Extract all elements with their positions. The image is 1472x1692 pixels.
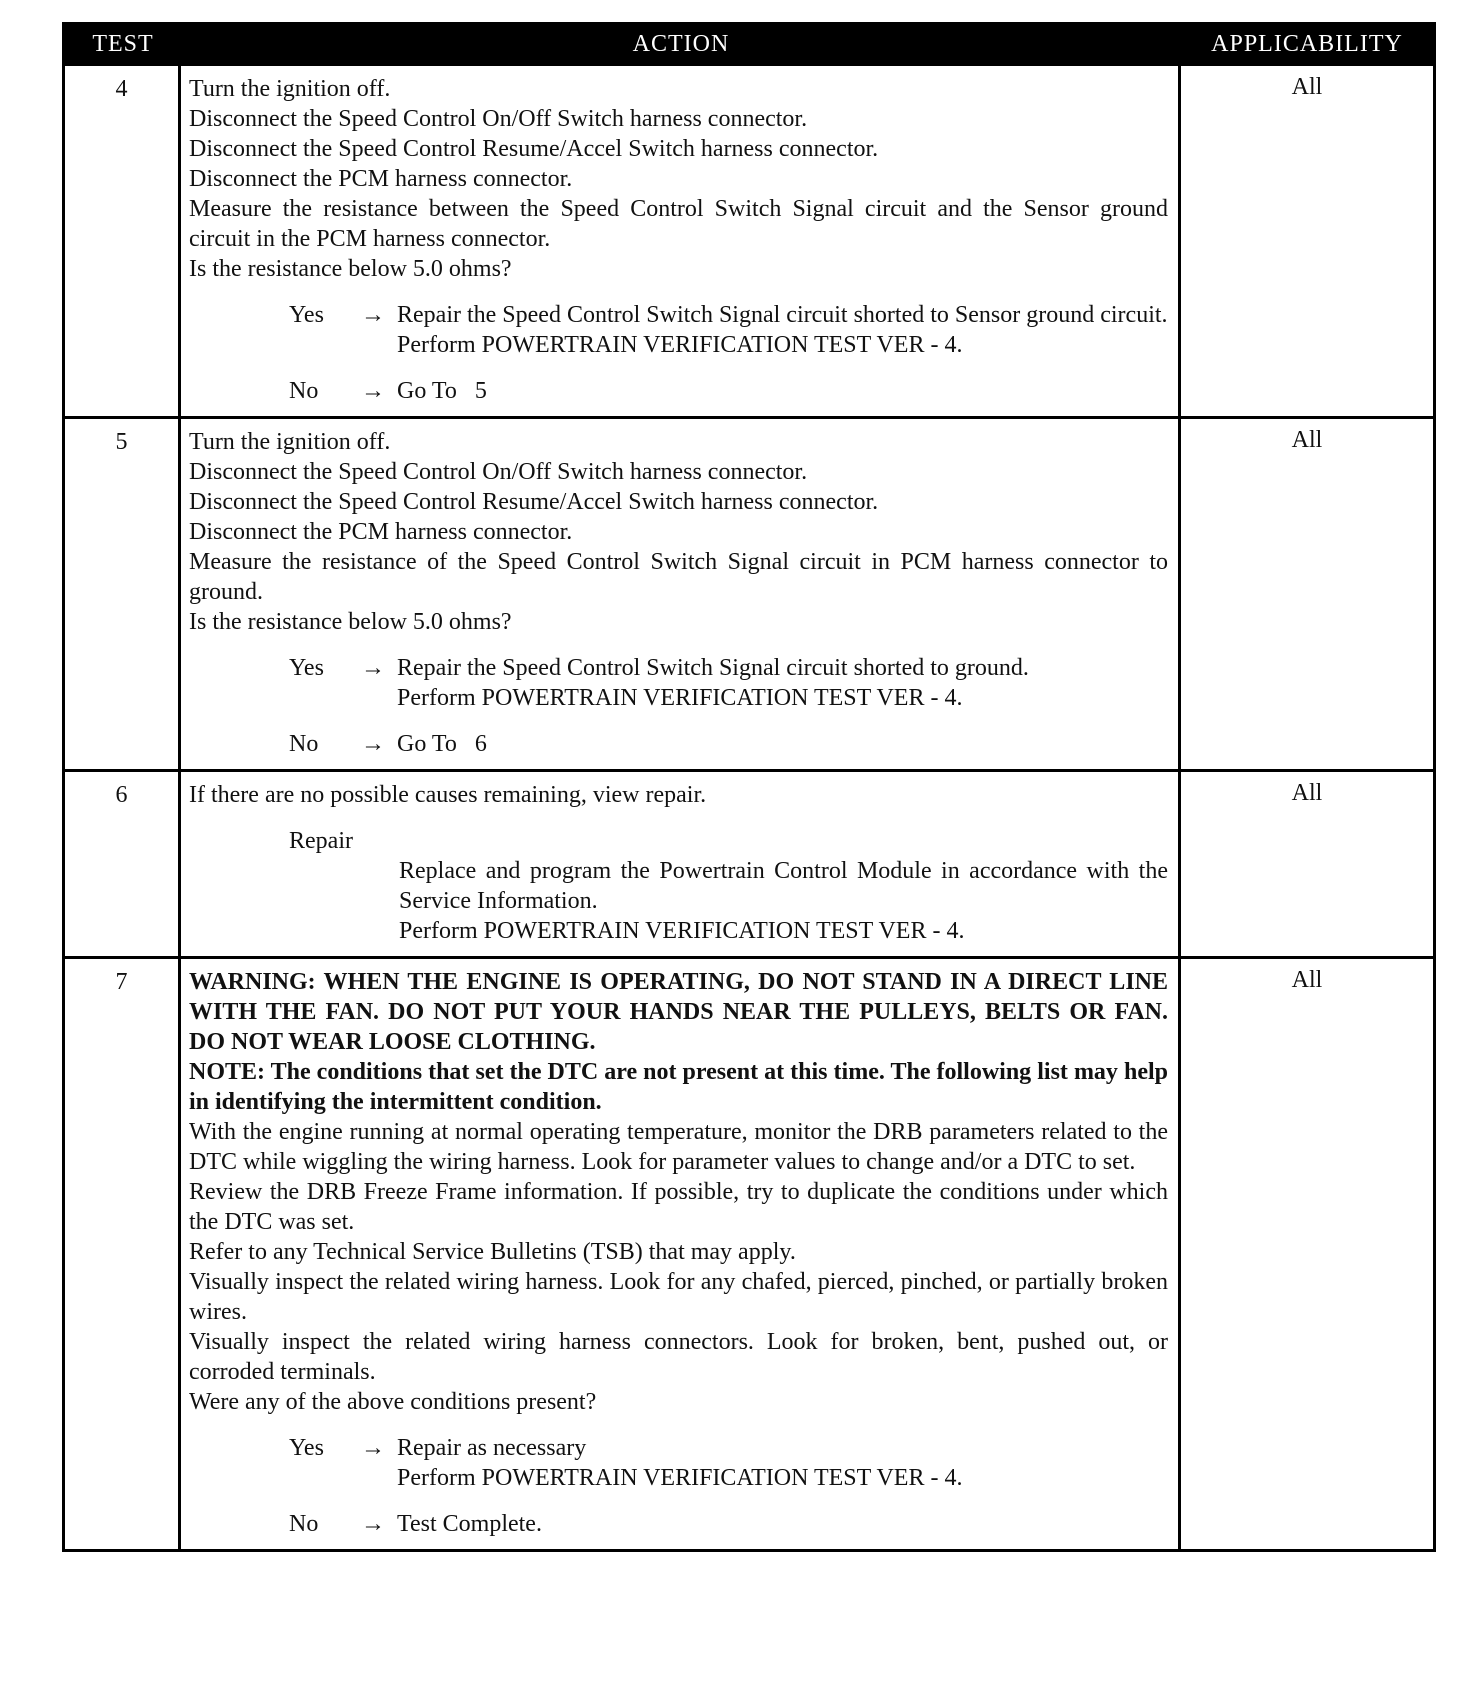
table-header xyxy=(65,25,1433,63)
action-line: Measure the resistance between the Speed Control Switch Signal circuit and the Sensor ground circuit in the PCM harness connector. xyxy=(189,196,1168,252)
repair-label: Repair xyxy=(289,828,353,854)
arrow-icon: → xyxy=(361,302,385,328)
action-line: Disconnect the Speed Control Resume/Accel Switch harness connector. xyxy=(189,489,879,515)
yes-text: Repair the Speed Control Switch Signal circuit shorted to ground. xyxy=(397,655,1029,681)
arrow-icon: → xyxy=(361,731,385,757)
repair-text: Replace and program the Powertrain Control Module in accordance with the Service Information. xyxy=(399,858,1168,914)
test-number: 4 xyxy=(65,66,181,416)
yes-text: Perform POWERTRAIN VERIFICATION TEST VER - 4. xyxy=(397,1465,963,1491)
no-label: No xyxy=(289,731,319,757)
action-line: Disconnect the Speed Control On/Off Switch harness connector. xyxy=(189,459,808,485)
no-label: No xyxy=(289,1511,319,1537)
yes-label: Yes xyxy=(289,302,324,328)
action-line: Disconnect the PCM harness connector. xyxy=(189,519,573,545)
test-number: 7 xyxy=(65,959,181,1549)
no-text: Go To 5 xyxy=(397,378,487,404)
action-line: Turn the ignition off. xyxy=(189,76,391,102)
action-line: Visually inspect the related wiring harness connectors. Look for broken, bent, pushed out, or corroded terminals. xyxy=(189,1329,1168,1385)
action-line: If there are no possible causes remaining, view repair. xyxy=(189,782,707,808)
action-line: Review the DRB Freeze Frame information. If possible, try to duplicate the conditions under which the DTC was set. xyxy=(189,1179,1168,1235)
no-text: Test Complete. xyxy=(397,1511,542,1537)
action-line: Turn the ignition off. xyxy=(189,429,391,455)
yes-text: Repair the Speed Control Switch Signal circuit shorted to Sensor ground circuit. xyxy=(397,302,1168,328)
header-action: ACTION xyxy=(632,30,730,57)
yes-text: Perform POWERTRAIN VERIFICATION TEST VER - 4. xyxy=(397,685,963,711)
applicability-value: All xyxy=(1291,780,1323,806)
arrow-icon: → xyxy=(361,655,385,681)
arrow-icon: → xyxy=(361,378,385,404)
header-test: TEST xyxy=(92,30,154,57)
yes-branch xyxy=(189,653,1168,713)
action-line: Visually inspect the related wiring harness. Look for any chafed, pierced, pinched, or partially broken wires. xyxy=(189,1269,1168,1325)
test-number: 5 xyxy=(65,419,181,769)
action-line: Disconnect the Speed Control Resume/Accel Switch harness connector. xyxy=(189,136,879,162)
yes-text: Repair as necessary xyxy=(397,1435,587,1461)
action-cell xyxy=(181,419,1181,769)
yes-branch xyxy=(189,1433,1168,1493)
no-branch xyxy=(189,729,1168,759)
no-branch xyxy=(189,1509,1168,1539)
test-number: 6 xyxy=(65,772,181,956)
action-cell xyxy=(181,959,1181,1549)
action-line: Disconnect the PCM harness connector. xyxy=(189,166,573,192)
action-cell xyxy=(181,772,1181,956)
applicability-value: All xyxy=(1291,967,1323,993)
no-text: Go To 6 xyxy=(397,731,487,757)
action-line: Disconnect the Speed Control On/Off Switch harness connector. xyxy=(189,106,808,132)
arrow-icon: → xyxy=(361,1435,385,1461)
repair-text: Perform POWERTRAIN VERIFICATION TEST VER - 4. xyxy=(399,918,965,944)
yes-label: Yes xyxy=(289,655,324,681)
table-row xyxy=(65,956,1433,1549)
table-row xyxy=(65,63,1433,416)
applicability-value: All xyxy=(1291,427,1323,453)
yes-text: Perform POWERTRAIN VERIFICATION TEST VER - 4. xyxy=(397,332,963,358)
action-line: Measure the resistance of the Speed Control Switch Signal circuit in PCM harness connector to ground. xyxy=(189,549,1168,605)
action-line: Is the resistance below 5.0 ohms? xyxy=(189,609,512,635)
table-row xyxy=(65,416,1433,769)
repair-body xyxy=(399,856,1168,946)
yes-branch xyxy=(189,300,1168,360)
action-line: Refer to any Technical Service Bulletins (TSB) that may apply. xyxy=(189,1239,796,1265)
action-line: With the engine running at normal operating temperature, monitor the DRB parameters related to the DTC while wiggling the wiring harness. Look for parameter values to change and/or a DTC to set. xyxy=(189,1119,1168,1175)
header-applicability: APPLICABILITY xyxy=(1211,30,1403,57)
diagnostic-table xyxy=(62,22,1436,1552)
arrow-icon: → xyxy=(361,1511,385,1537)
no-branch xyxy=(189,376,1168,406)
note-text: NOTE: The conditions that set the DTC are not present at this time. The following list may help in identifying the intermittent condition. xyxy=(189,1059,1168,1115)
yes-label: Yes xyxy=(289,1435,324,1461)
action-cell xyxy=(181,66,1181,416)
applicability-value: All xyxy=(1291,74,1323,100)
table-row xyxy=(65,769,1433,956)
warning-text: WARNING: WHEN THE ENGINE IS OPERATING, DO NOT STAND IN A DIRECT LINE WITH THE FAN. DO NOT PUT YOUR HANDS NEAR THE PULLEYS, BELTS OR FAN. DO NOT WEAR LOOSE CLOTHING. xyxy=(189,969,1168,1055)
action-line: Were any of the above conditions present? xyxy=(189,1389,597,1415)
no-label: No xyxy=(289,378,319,404)
action-line: Is the resistance below 5.0 ohms? xyxy=(189,256,512,282)
